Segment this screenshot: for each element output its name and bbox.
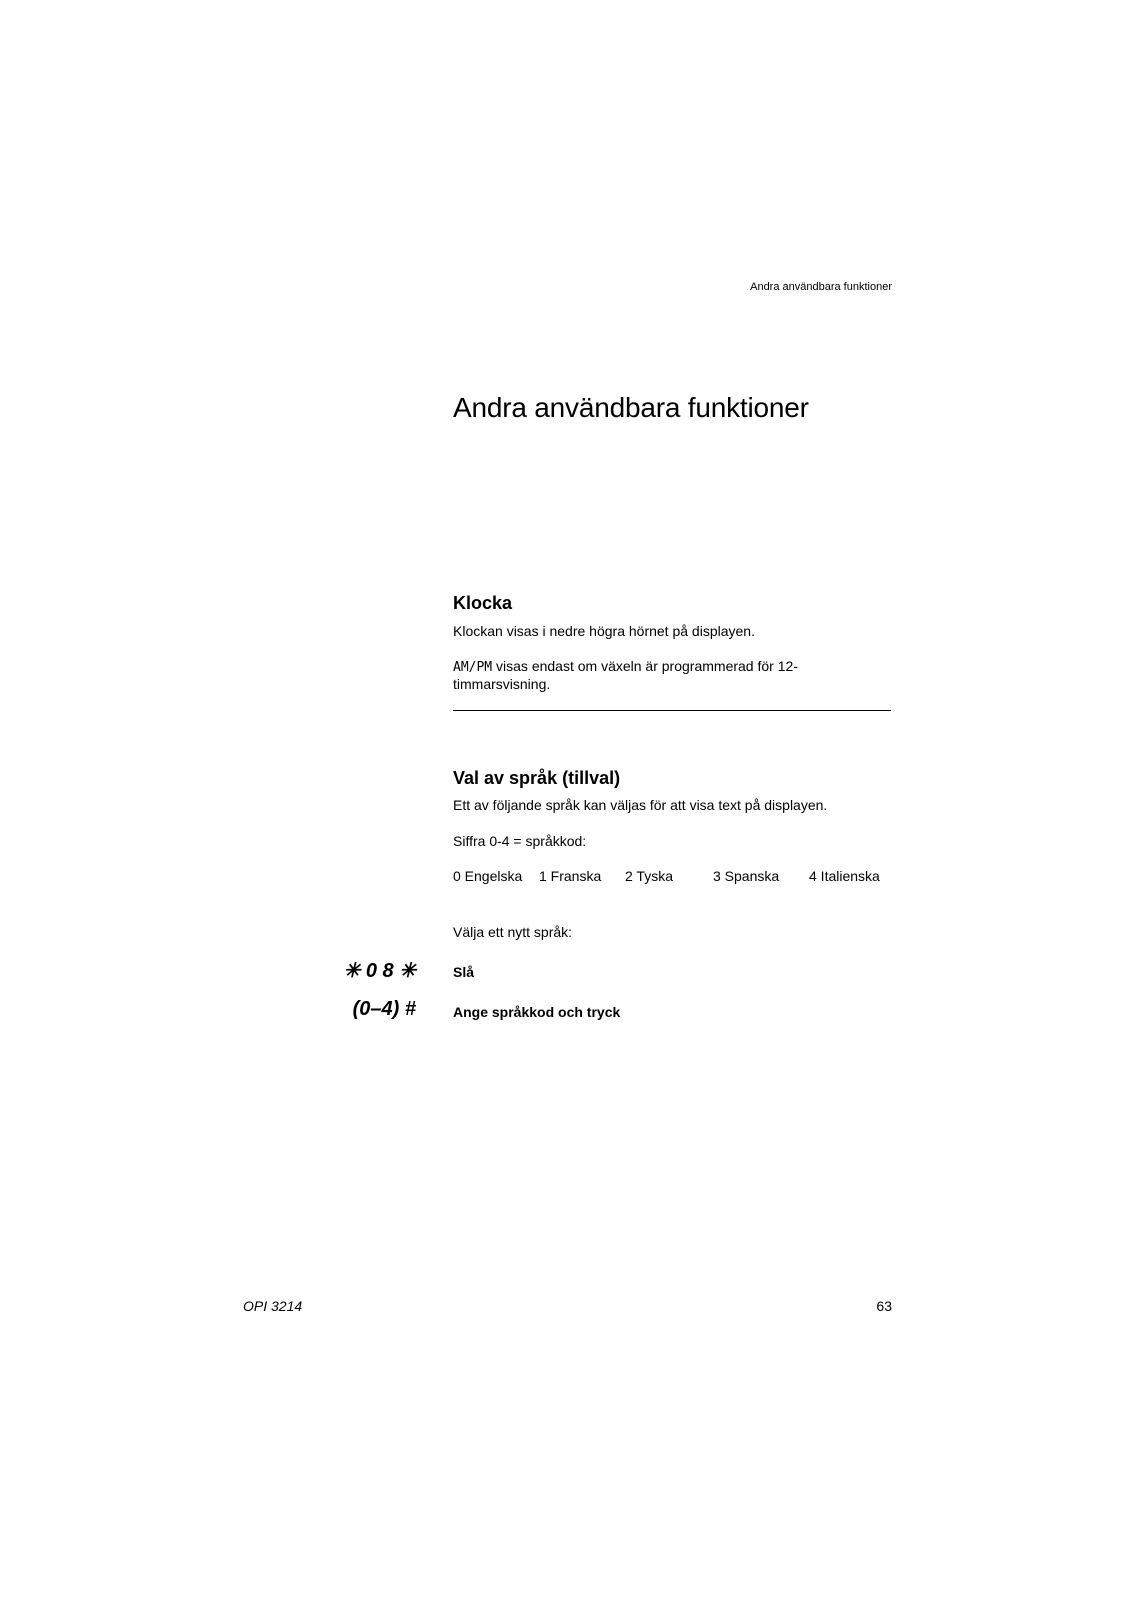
- language-list: [453, 868, 893, 886]
- step-instruction: Slå: [453, 964, 475, 980]
- choose-language-label: Välja ett nytt språk:: [453, 924, 573, 940]
- language-item: 0 Engelska: [453, 868, 523, 884]
- step-key-code-hash: (0–4) #: [352, 998, 416, 1020]
- section-divider: [453, 710, 891, 711]
- clock-paragraph-2-text: visas endast om växeln är programmerad för 12-: [492, 658, 798, 674]
- language-code-label: Siffra 0-4 = språkkod:: [453, 833, 587, 849]
- footer-product: OPI 3214: [243, 1298, 303, 1314]
- ampm-display-label: AM/PM: [453, 660, 493, 675]
- language-item: 4 Italienska: [809, 868, 880, 884]
- footer-page-number: 63: [876, 1298, 892, 1314]
- clock-paragraph-2-continuation: timmarsvisning.: [453, 676, 551, 692]
- language-item: 2 Tyska: [625, 868, 673, 884]
- clock-paragraph-2: [453, 658, 798, 675]
- section-heading-language: Val av språk (tillval): [453, 768, 621, 788]
- clock-paragraph-1: Klockan visas i nedre högra hörnet på displayen.: [453, 623, 755, 639]
- running-header: Andra användbara funktioner: [750, 281, 892, 293]
- language-intro: Ett av följande språk kan väljas för att visa text på displayen.: [453, 797, 828, 813]
- step-instruction: Ange språkkod och tryck: [453, 1004, 621, 1020]
- page-title: Andra användbara funktioner: [453, 392, 809, 423]
- step-key-star-08-star: ✳ 0 8 ✳: [343, 960, 416, 982]
- language-item: 3 Spanska: [713, 868, 780, 884]
- section-heading-clock: Klocka: [453, 593, 513, 613]
- language-item: 1 Franska: [539, 868, 602, 884]
